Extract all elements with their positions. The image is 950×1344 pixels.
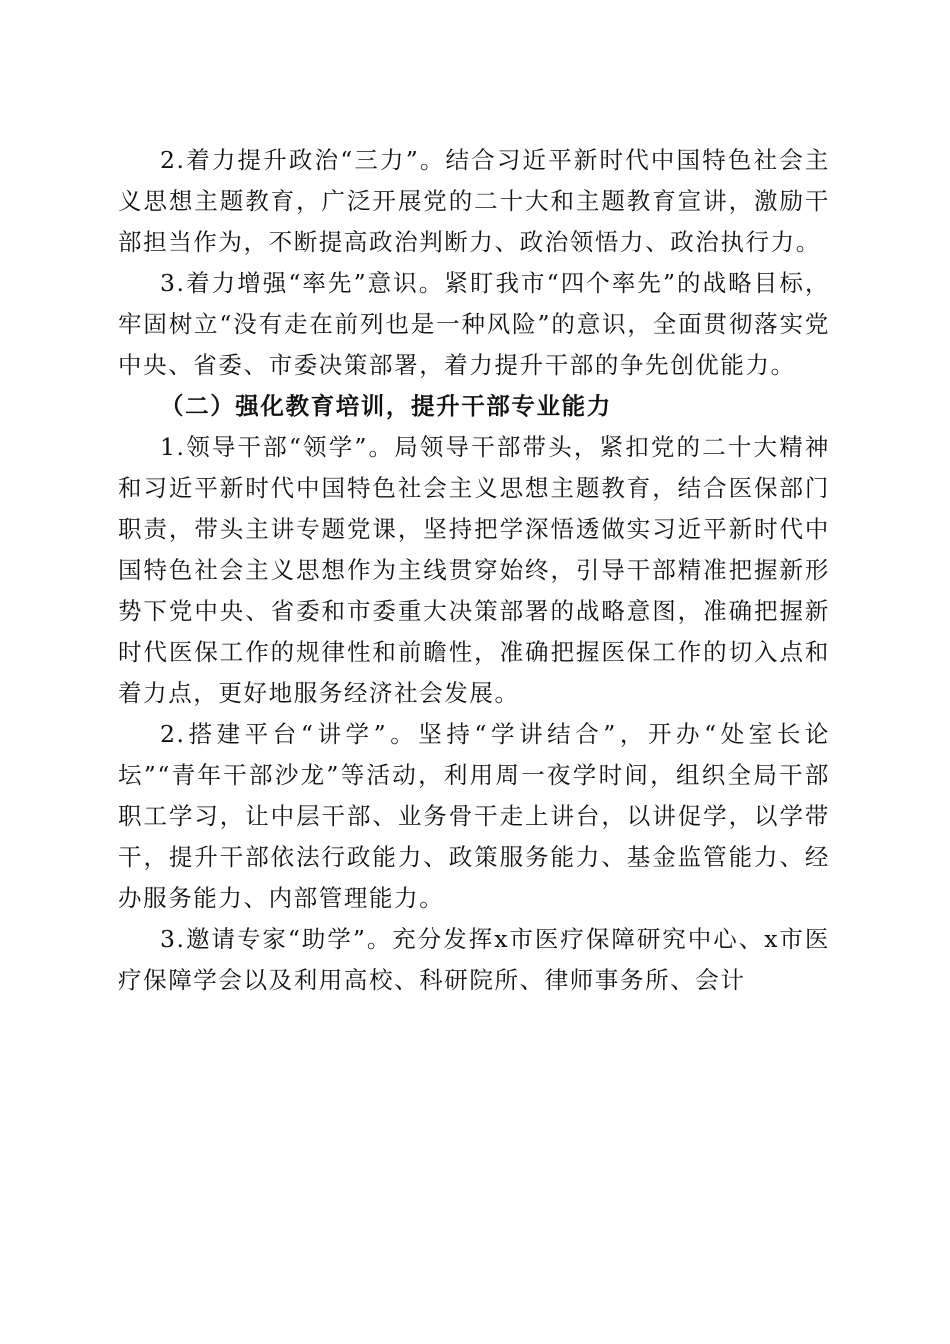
section-heading-education-training: （二）强化教育培训，提升干部专业能力	[160, 392, 612, 420]
document-body	[118, 140, 830, 1001]
paragraph-platform-lectures: 2.搭建平台“讲学”。坚持“学讲结合”，开办“处室长论坛”“青年干部沙龙”等活动，利用周一夜学时间，组织全局干部职工学习，让中层干部、业务骨干走上讲台，以讲促学，以学带干，提升干部依法行政能力、政策服务能力、基金监管能力、经办服务能力、内部管理能力。	[118, 720, 830, 912]
paragraph-lead-awareness: 3.着力增强“率先”意识。紧盯我市“四个率先”的战略目标，牢固树立“没有走在前列也是一种风险”的意识，全面贯彻落实党中央、省委、市委决策部署，着力提升干部的争先创优能力。	[118, 269, 830, 379]
paragraph-political-three-forces: 2.着力提升政治“三力”。结合习近平新时代中国特色社会主义思想主题教育，广泛开展党的二十大和主题教育宣讲，激励干部担当作为，不断提高政治判断力、政治领悟力、政治执行力。	[118, 146, 830, 256]
paragraph-expert-assist: 3.邀请专家“助学”。充分发挥x市医疗保障研究中心、x市医疗保障学会以及利用高校、科研院所、律师事务所、会计	[118, 925, 830, 994]
paragraph-leaders-lead-study: 1.领导干部“领学”。局领导干部带头，紧扣党的二十大精神和习近平新时代中国特色社会主义思想主题教育，结合医保部门职责，带头主讲专题党课，坚持把学深悟透做实习近平新时代中国特色社会主义思想作为主线贯穿始终，引导干部精准把握新形势下党中央、省委和市委重大决策部署的战略意图，准确把握新时代医保工作的规律性和前瞻性，准确把握医保工作的切入点和着力点，更好地服务经济社会发展。	[118, 433, 830, 707]
